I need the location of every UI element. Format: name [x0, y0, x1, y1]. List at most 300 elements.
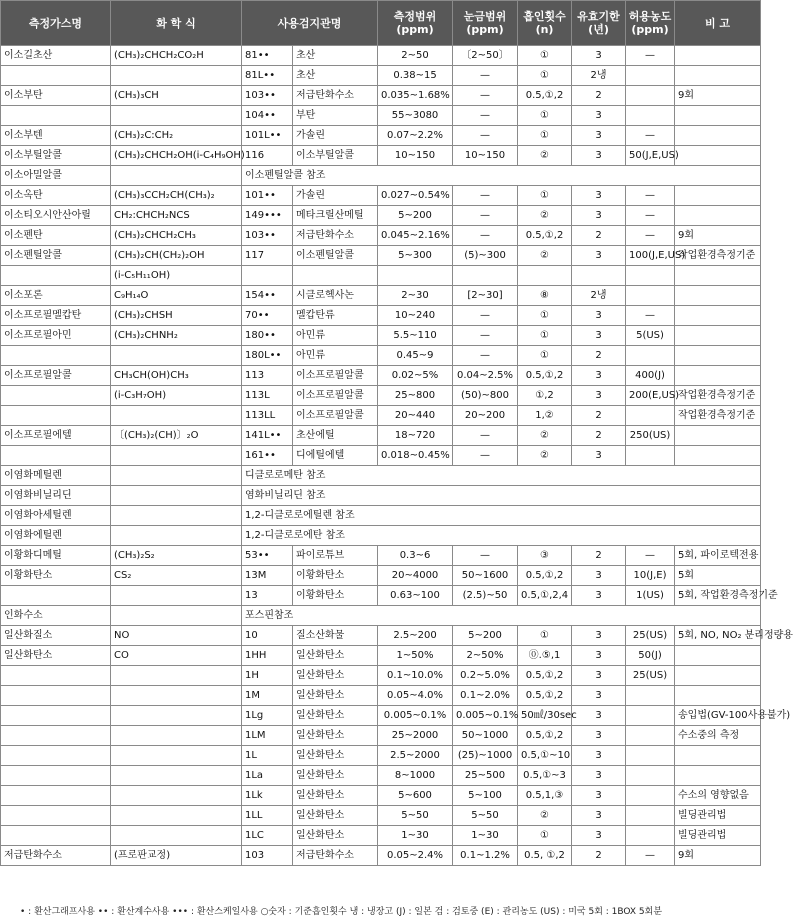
cell-shelf-life: 2냉	[572, 286, 626, 306]
cell-tube-no: 117	[242, 246, 293, 266]
cell-formula	[111, 506, 242, 526]
cell-measure-range: 0.1~10.0%	[378, 666, 453, 686]
cell-scale-range: —	[453, 66, 518, 86]
cell-formula: (CH₃)₂CHCH₂CO₂H	[111, 46, 242, 66]
cell-shelf-life: 3	[572, 306, 626, 326]
cell-allowed-conc	[626, 706, 675, 726]
table-row	[1, 506, 761, 526]
cell-allowed-conc	[626, 86, 675, 106]
cell-shelf-life: 2	[572, 226, 626, 246]
table-row	[1, 386, 761, 406]
cell-tube-name: 일산화탄소	[293, 646, 378, 666]
cell-formula	[111, 346, 242, 366]
cell-formula	[111, 766, 242, 786]
table-row	[1, 526, 761, 546]
cell-scale-range: 20~200	[453, 406, 518, 426]
cell-strokes: ③	[518, 546, 572, 566]
cell-scale-range: 5~50	[453, 806, 518, 826]
table-row	[1, 486, 761, 506]
cell-gas-name: 인화수소	[1, 606, 111, 626]
cell-remarks	[675, 186, 761, 206]
header-formula: 화 학 식	[111, 1, 242, 46]
cell-formula	[111, 806, 242, 826]
cell-scale-range: (50)~800	[453, 386, 518, 406]
cell-formula: C₉H₁₄O	[111, 286, 242, 306]
cell-remarks: 수소중의 측정	[675, 726, 761, 746]
cell-tube-no: 103••	[242, 226, 293, 246]
cell-allowed-conc	[626, 406, 675, 426]
cell-allowed-conc	[626, 106, 675, 126]
cell-gas-name: 이소옥탄	[1, 186, 111, 206]
cell-measure-range	[378, 266, 453, 286]
cell-gas-name: 이염화메틸렌	[1, 466, 111, 486]
cell-gas-name	[1, 686, 111, 706]
table-row	[1, 626, 761, 646]
cell-tube-no: 1L	[242, 746, 293, 766]
table-row	[1, 646, 761, 666]
table-row	[1, 586, 761, 606]
cell-allowed-conc: 50(J,E,US)	[626, 146, 675, 166]
cell-gas-name: 이황화디메틸	[1, 546, 111, 566]
cell-allowed-conc	[626, 346, 675, 366]
cell-remarks	[675, 346, 761, 366]
table-row	[1, 766, 761, 786]
cell-scale-range: 0.2~5.0%	[453, 666, 518, 686]
cell-strokes: ⓪.⑤,1	[518, 646, 572, 666]
cell-formula: (CH₃)₂CH(CH₂)₂OH	[111, 246, 242, 266]
cell-gas-name: 일산화탄소	[1, 646, 111, 666]
cell-formula: (CH₃)₂CHCH₂CH₃	[111, 226, 242, 246]
table-body	[1, 46, 793, 866]
cell-gas-name: 이소티오시안산아릴	[1, 206, 111, 226]
cell-allowed-conc: —	[626, 186, 675, 206]
cell-formula	[111, 666, 242, 686]
table-row	[1, 466, 761, 486]
cell-strokes: ①	[518, 826, 572, 846]
cell-allowed-conc	[626, 726, 675, 746]
cell-tube-name: 아민류	[293, 346, 378, 366]
cell-tube-no: 1HH	[242, 646, 293, 666]
cell-remarks	[675, 366, 761, 386]
cell-scale-range: 5~100	[453, 786, 518, 806]
cell-remarks: 작업환경측정기준	[675, 246, 761, 266]
cell-tube-name: 메타크릴산메틸	[293, 206, 378, 226]
cell-strokes: 0.5,①,2	[518, 86, 572, 106]
cell-formula	[111, 746, 242, 766]
cell-tube-name: 일산화탄소	[293, 786, 378, 806]
cell-strokes: ②	[518, 446, 572, 466]
cell-shelf-life: 3	[572, 106, 626, 126]
header-detector-tube: 사용검지관명	[242, 1, 378, 46]
table-row	[1, 346, 761, 366]
cell-formula: (CH₃)₂C:CH₂	[111, 126, 242, 146]
cell-gas-name: 이염화아세틸렌	[1, 506, 111, 526]
cell-shelf-life: 3	[572, 646, 626, 666]
cell-scale-range: [2~30]	[453, 286, 518, 306]
cell-tube-name: 이소프로필알콜	[293, 386, 378, 406]
cell-measure-range: 0.07~2.2%	[378, 126, 453, 146]
cell-strokes: ①	[518, 186, 572, 206]
cell-tube-name: 부탄	[293, 106, 378, 126]
cell-remarks	[675, 306, 761, 326]
cell-shelf-life: 2냉	[572, 66, 626, 86]
cell-gas-name	[1, 266, 111, 286]
cell-scale-range: —	[453, 426, 518, 446]
cell-tube-no	[242, 266, 293, 286]
table-row	[1, 706, 761, 726]
cell-scale-range: 〔2~50〕	[453, 46, 518, 66]
cell-allowed-conc: 100(J,E,US)	[626, 246, 675, 266]
table-row	[1, 746, 761, 766]
cell-gas-name	[1, 726, 111, 746]
cell-tube-name: 일산화탄소	[293, 726, 378, 746]
table-row	[1, 226, 761, 246]
cell-gas-name: 이소부텐	[1, 126, 111, 146]
cell-measure-range: 20~4000	[378, 566, 453, 586]
cell-scale-range: 2~50%	[453, 646, 518, 666]
table-row	[1, 566, 761, 586]
cell-strokes: ②	[518, 206, 572, 226]
cell-tube-no: 180L••	[242, 346, 293, 366]
cell-allowed-conc: 25(US)	[626, 626, 675, 646]
cell-allowed-conc: 10(J,E)	[626, 566, 675, 586]
cell-shelf-life: 2	[572, 546, 626, 566]
table-row	[1, 286, 761, 306]
cell-allowed-conc	[626, 66, 675, 86]
table-row	[1, 426, 761, 446]
cell-allowed-conc	[626, 446, 675, 466]
table-row	[1, 546, 761, 566]
cell-shelf-life: 3	[572, 626, 626, 646]
cell-gas-name	[1, 786, 111, 806]
header-gas-name: 측정가스명	[1, 1, 111, 46]
cell-formula	[111, 786, 242, 806]
cell-shelf-life: 3	[572, 146, 626, 166]
cell-tube-no: 1H	[242, 666, 293, 686]
cell-formula	[111, 466, 242, 486]
table-row	[1, 806, 761, 826]
cell-tube-name: 이황화탄소	[293, 586, 378, 606]
cell-formula: (CH₃)₃CCH₂CH(CH₃)₂	[111, 186, 242, 206]
cell-tube-no: 154••	[242, 286, 293, 306]
table-row	[1, 146, 761, 166]
cell-strokes	[518, 266, 572, 286]
cell-gas-name	[1, 66, 111, 86]
cell-tube-name: 초산에틸	[293, 426, 378, 446]
cell-scale-range: —	[453, 86, 518, 106]
cell-tube-no: 70••	[242, 306, 293, 326]
cell-gas-name: 이소프로필멜캅탄	[1, 306, 111, 326]
cell-gas-name	[1, 746, 111, 766]
cell-allowed-conc: —	[626, 126, 675, 146]
cell-scale-range: —	[453, 206, 518, 226]
cell-scale-range: 0.1~1.2%	[453, 846, 518, 866]
cell-allowed-conc: 50(J)	[626, 646, 675, 666]
cell-tube-name	[293, 266, 378, 286]
cell-reference: 1,2-디클로로에탄 참조	[242, 526, 761, 546]
cell-formula: NO	[111, 626, 242, 646]
cell-strokes: ②	[518, 806, 572, 826]
cell-shelf-life: 3	[572, 746, 626, 766]
cell-shelf-life: 3	[572, 786, 626, 806]
cell-remarks: 5회	[675, 566, 761, 586]
cell-shelf-life: 2	[572, 346, 626, 366]
cell-scale-range: —	[453, 186, 518, 206]
cell-strokes: 0.5, ①,2	[518, 846, 572, 866]
cell-reference: 이소펜틸알콜 참조	[242, 166, 761, 186]
cell-remarks	[675, 106, 761, 126]
cell-scale-range	[453, 266, 518, 286]
cell-tube-name: 일산화탄소	[293, 686, 378, 706]
cell-scale-range: —	[453, 326, 518, 346]
cell-allowed-conc: —	[626, 546, 675, 566]
table-row	[1, 206, 761, 226]
cell-measure-range: 0.38~15	[378, 66, 453, 86]
cell-gas-name: 이소펜탄	[1, 226, 111, 246]
table-row	[1, 666, 761, 686]
cell-scale-range: (2.5)~50	[453, 586, 518, 606]
cell-shelf-life: 3	[572, 246, 626, 266]
cell-tube-no: 1La	[242, 766, 293, 786]
cell-gas-name	[1, 586, 111, 606]
cell-allowed-conc: 200(E,US)	[626, 386, 675, 406]
cell-tube-no: 10	[242, 626, 293, 646]
cell-scale-range: —	[453, 546, 518, 566]
cell-shelf-life: 3	[572, 186, 626, 206]
cell-measure-range: 25~2000	[378, 726, 453, 746]
cell-remarks	[675, 766, 761, 786]
cell-scale-range: —	[453, 346, 518, 366]
cell-shelf-life: 3	[572, 726, 626, 746]
cell-tube-name: 저급탄화수소	[293, 846, 378, 866]
cell-shelf-life: 2	[572, 846, 626, 866]
cell-measure-range: 20~440	[378, 406, 453, 426]
cell-allowed-conc: —	[626, 306, 675, 326]
cell-remarks: 빌딩관리법	[675, 826, 761, 846]
table-header-row	[1, 1, 761, 46]
cell-gas-name: 이소프로필알콜	[1, 366, 111, 386]
cell-allowed-conc: —	[626, 46, 675, 66]
cell-tube-name: 시클로헥사논	[293, 286, 378, 306]
cell-remarks	[675, 426, 761, 446]
cell-tube-name: 파이로튜브	[293, 546, 378, 566]
cell-tube-name: 가솔린	[293, 186, 378, 206]
cell-measure-range: 10~150	[378, 146, 453, 166]
cell-strokes: ②	[518, 426, 572, 446]
table-row	[1, 246, 761, 266]
cell-gas-name: 이황화탄소	[1, 566, 111, 586]
table-row	[1, 186, 761, 206]
table-row	[1, 266, 761, 286]
cell-strokes: ①	[518, 46, 572, 66]
cell-measure-range: 0.005~0.1%	[378, 706, 453, 726]
cell-gas-name	[1, 666, 111, 686]
cell-allowed-conc: 250(US)	[626, 426, 675, 446]
cell-remarks	[675, 326, 761, 346]
cell-shelf-life: 2	[572, 406, 626, 426]
cell-tube-no: 103••	[242, 86, 293, 106]
cell-tube-no: 13M	[242, 566, 293, 586]
cell-tube-no: 116	[242, 146, 293, 166]
cell-formula	[111, 106, 242, 126]
cell-measure-range: 5~50	[378, 806, 453, 826]
cell-formula: (프로판교정)	[111, 846, 242, 866]
cell-shelf-life: 3	[572, 806, 626, 826]
cell-measure-range: 5~600	[378, 786, 453, 806]
cell-tube-no: 103	[242, 846, 293, 866]
cell-gas-name: 이소프로필아민	[1, 326, 111, 346]
cell-tube-no: 1LC	[242, 826, 293, 846]
cell-measure-range: 0.05~4.0%	[378, 686, 453, 706]
cell-formula	[111, 726, 242, 746]
cell-tube-no: 1M	[242, 686, 293, 706]
cell-strokes: ②	[518, 246, 572, 266]
cell-tube-no: 161••	[242, 446, 293, 466]
cell-remarks: 9회	[675, 86, 761, 106]
cell-remarks: 9회	[675, 846, 761, 866]
table-row	[1, 846, 761, 866]
cell-measure-range: 1~50%	[378, 646, 453, 666]
cell-measure-range: 1~30	[378, 826, 453, 846]
cell-gas-name: 일산화질소	[1, 626, 111, 646]
cell-remarks: 송입법(GV-100사용불가)	[675, 706, 761, 726]
cell-gas-name: 이소부틸알콜	[1, 146, 111, 166]
cell-gas-name	[1, 766, 111, 786]
cell-shelf-life: 3	[572, 566, 626, 586]
cell-formula: (CH₃)₂S₂	[111, 546, 242, 566]
cell-measure-range: 2~50	[378, 46, 453, 66]
cell-remarks	[675, 46, 761, 66]
cell-gas-name	[1, 386, 111, 406]
cell-tube-name: 일산화탄소	[293, 806, 378, 826]
cell-tube-no: 81L••	[242, 66, 293, 86]
cell-measure-range: 5~300	[378, 246, 453, 266]
cell-formula: (i-C₅H₁₁OH)	[111, 266, 242, 286]
cell-measure-range: 0.018~0.45%	[378, 446, 453, 466]
cell-gas-name: 이염화비닐리딘	[1, 486, 111, 506]
cell-tube-name: 저급탄화수소	[293, 86, 378, 106]
table-row	[1, 166, 761, 186]
cell-scale-range: —	[453, 126, 518, 146]
cell-tube-name: 저급탄화수소	[293, 226, 378, 246]
cell-measure-range: 25~800	[378, 386, 453, 406]
cell-measure-range: 0.63~100	[378, 586, 453, 606]
cell-tube-name: 이소프로필알콜	[293, 406, 378, 426]
cell-scale-range: 5~200	[453, 626, 518, 646]
header-allowed-conc: 허용농도 (ppm)	[626, 1, 675, 46]
cell-strokes: 0.5,①,2	[518, 366, 572, 386]
cell-tube-no: 1Lk	[242, 786, 293, 806]
cell-formula: 〔(CH₃)₂(CH)〕₂O	[111, 426, 242, 446]
cell-shelf-life: 3	[572, 386, 626, 406]
cell-remarks	[675, 746, 761, 766]
cell-measure-range: 55~3080	[378, 106, 453, 126]
cell-measure-range: 2~30	[378, 286, 453, 306]
cell-scale-range: 25~500	[453, 766, 518, 786]
cell-formula: (CH₃)₃CH	[111, 86, 242, 106]
cell-tube-no: 104••	[242, 106, 293, 126]
cell-shelf-life: 3	[572, 686, 626, 706]
cell-measure-range: 18~720	[378, 426, 453, 446]
cell-remarks	[675, 146, 761, 166]
cell-strokes: ①	[518, 306, 572, 326]
cell-tube-name: 이소부틸알콜	[293, 146, 378, 166]
cell-allowed-conc: 400(J)	[626, 366, 675, 386]
cell-strokes: ①	[518, 106, 572, 126]
cell-measure-range: 5.5~110	[378, 326, 453, 346]
cell-remarks: 빌딩관리법	[675, 806, 761, 826]
cell-allowed-conc: 5(US)	[626, 326, 675, 346]
cell-strokes: ①	[518, 326, 572, 346]
cell-gas-name	[1, 826, 111, 846]
cell-gas-name: 저급탄화수소	[1, 846, 111, 866]
cell-strokes: 0.5,①,2,4	[518, 586, 572, 606]
table-row	[1, 446, 761, 466]
cell-gas-name	[1, 406, 111, 426]
header-measure-range: 측정범위 (ppm)	[378, 1, 453, 46]
cell-tube-no: 101L••	[242, 126, 293, 146]
cell-tube-no: 81••	[242, 46, 293, 66]
cell-remarks	[675, 266, 761, 286]
cell-tube-name: 일산화탄소	[293, 766, 378, 786]
cell-strokes: 0.5,①,2	[518, 566, 572, 586]
cell-scale-range: 50~1600	[453, 566, 518, 586]
cell-strokes: 0.5,①,2	[518, 666, 572, 686]
cell-measure-range: 0.02~5%	[378, 366, 453, 386]
cell-gas-name	[1, 446, 111, 466]
cell-formula	[111, 706, 242, 726]
cell-allowed-conc: —	[626, 206, 675, 226]
cell-strokes: ①	[518, 346, 572, 366]
cell-strokes: ①	[518, 626, 572, 646]
cell-strokes: 0.5,1,③	[518, 786, 572, 806]
table-row	[1, 46, 761, 66]
cell-shelf-life: 3	[572, 366, 626, 386]
table-row	[1, 606, 761, 626]
cell-tube-name: 디에틸에텔	[293, 446, 378, 466]
cell-measure-range: 2.5~2000	[378, 746, 453, 766]
cell-shelf-life: 3	[572, 766, 626, 786]
cell-remarks: 작업환경측정기준	[675, 386, 761, 406]
cell-allowed-conc	[626, 786, 675, 806]
cell-tube-name: 일산화탄소	[293, 706, 378, 726]
table-row	[1, 686, 761, 706]
cell-measure-range: 0.027~0.54%	[378, 186, 453, 206]
cell-tube-no: 113LL	[242, 406, 293, 426]
cell-shelf-life: 2	[572, 86, 626, 106]
cell-allowed-conc	[626, 746, 675, 766]
table-row	[1, 66, 761, 86]
cell-remarks: 9회	[675, 226, 761, 246]
cell-formula: CO	[111, 646, 242, 666]
header-remarks: 비 고	[675, 1, 761, 46]
cell-scale-range: 0.04~2.5%	[453, 366, 518, 386]
cell-formula: (CH₃)₂CHSH	[111, 306, 242, 326]
cell-allowed-conc	[626, 286, 675, 306]
cell-tube-name: 아민류	[293, 326, 378, 346]
cell-tube-name: 일산화탄소	[293, 666, 378, 686]
cell-tube-name: 질소산화물	[293, 626, 378, 646]
cell-tube-name: 이소프로필알콜	[293, 366, 378, 386]
cell-formula: (CH₃)₂CHNH₂	[111, 326, 242, 346]
cell-formula	[111, 486, 242, 506]
cell-measure-range: 0.3~6	[378, 546, 453, 566]
cell-tube-no: 13	[242, 586, 293, 606]
cell-tube-name: 초산	[293, 46, 378, 66]
cell-tube-no: 1Lg	[242, 706, 293, 726]
cell-scale-range: (25)~1000	[453, 746, 518, 766]
cell-remarks: 5회, NO, NO₂ 분리정량용	[675, 626, 761, 646]
